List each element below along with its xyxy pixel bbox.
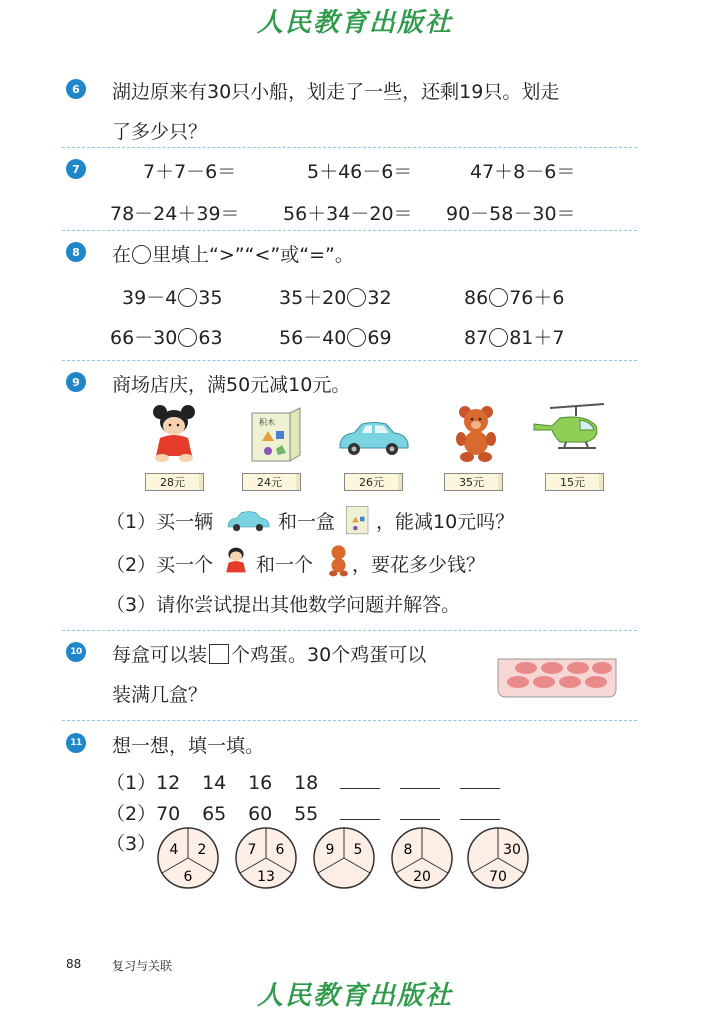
svg-text:4: 4 — [169, 842, 179, 858]
blank-circle — [132, 245, 151, 264]
q7-expr-5: 56＋34－20＝ — [283, 203, 413, 225]
question-number-6: 6 — [66, 79, 86, 99]
q11-sub3-label: （3） — [106, 833, 157, 855]
q8-compare-5: 56－40 69 — [279, 327, 392, 349]
svg-text:6: 6 — [183, 869, 193, 885]
q9-sub2-part-b: 和一个 — [256, 554, 314, 576]
question-number-10: 10 — [66, 642, 86, 662]
q7-expr-4: 78－24＋39＝ — [110, 203, 240, 225]
q11-sequence-1: （1）12 14 16 18 — [106, 768, 520, 795]
building-blocks-box-icon — [345, 503, 375, 535]
q7-expr-6: 90－58－30＝ — [446, 203, 576, 225]
svg-text:13: 13 — [257, 869, 275, 885]
q7-expr-3: 47＋8－6＝ — [470, 161, 576, 183]
q8-compare-6: 87 81＋7 — [464, 327, 565, 349]
number-circle — [156, 826, 220, 890]
q10-text-line2: 装满几盒？ — [112, 684, 208, 706]
q9-sub2-part-c: ，要花多少钱？ — [352, 554, 486, 576]
q7-expr-1: 7＋7－6＝ — [143, 161, 237, 183]
svg-text:6: 6 — [275, 842, 285, 858]
svg-text:积木: 积木 — [259, 418, 275, 427]
number-circle — [466, 826, 530, 890]
q9-sub1-part-c: ，能减10元吗？ — [376, 511, 515, 533]
q9-text: 商场店庆，满50元减10元。 — [112, 374, 351, 396]
svg-text:30: 30 — [503, 842, 521, 858]
svg-text:8: 8 — [403, 842, 413, 858]
number-circle — [234, 826, 298, 890]
divider — [62, 147, 637, 148]
q11-title: 想一想，填一填。 — [112, 735, 265, 757]
q8-compare-2: 35＋20 32 — [279, 287, 392, 309]
building-blocks-box-icon — [250, 407, 302, 463]
q10-text-line1: 每盒可以装 个鸡蛋。30个鸡蛋可以 — [112, 644, 427, 666]
blank-box — [209, 644, 229, 664]
doll-icon — [222, 543, 250, 577]
toy-helicopter-icon — [530, 402, 612, 462]
toy-car-icon — [222, 509, 274, 533]
svg-text:9: 9 — [325, 842, 335, 858]
svg-text:20: 20 — [413, 869, 431, 885]
question-number-11: 11 — [66, 733, 86, 753]
doll-icon — [148, 402, 200, 464]
number-circle — [312, 826, 376, 890]
price-tag-car: 26元 — [344, 473, 399, 491]
svg-text:5: 5 — [353, 842, 363, 858]
q8-instruction: 在 里填上“>”“<”或“=”。 — [112, 244, 354, 266]
publisher-logo: 人民教育出版社 — [256, 981, 453, 1011]
q9-sub1-part-a: （1）买一辆 — [106, 511, 214, 533]
divider — [62, 230, 637, 231]
q7-expr-2: 5＋46－6＝ — [307, 161, 413, 183]
price-tag-doll: 28元 — [145, 473, 200, 491]
q9-sub1-part-b: 和一盒 — [278, 511, 336, 533]
q8-compare-4: 66－30 63 — [110, 327, 223, 349]
q8-compare-1: 39－4 35 — [122, 287, 223, 309]
section-title: 复习与关联 — [112, 959, 173, 973]
q8-compare-3: 86 76＋6 — [464, 287, 565, 309]
divider — [62, 630, 637, 631]
q6-text-line2: 了多少只？ — [112, 121, 208, 143]
price-tag-helicopter: 15元 — [545, 473, 600, 491]
q9-sub2-part-a: （2）买一个 — [106, 554, 214, 576]
svg-text:2: 2 — [197, 842, 207, 858]
question-number-7: 7 — [66, 159, 86, 179]
svg-text:70: 70 — [489, 869, 507, 885]
divider — [62, 360, 637, 361]
teddy-bear-icon — [326, 543, 351, 577]
svg-text:7: 7 — [247, 842, 257, 858]
q11-sequence-2: （2）70 65 60 55 — [106, 799, 520, 826]
question-number-8: 8 — [66, 242, 86, 262]
question-number-9: 9 — [66, 372, 86, 392]
page-number: 88 — [66, 957, 82, 971]
toy-car-icon — [334, 418, 412, 458]
teddy-bear-icon — [455, 405, 497, 463]
q9-sub3: （3）请你尝试提出其他数学问题并解答。 — [106, 594, 461, 616]
number-circle — [390, 826, 454, 890]
price-tag-bear: 35元 — [444, 473, 499, 491]
q6-text-line1: 湖边原来有30只小船，划走了一些，还剩19只。划走 — [112, 81, 560, 103]
price-tag-blocks: 24元 — [242, 473, 297, 491]
divider — [62, 720, 637, 721]
publisher-logo: 人民教育出版社 — [256, 8, 453, 38]
egg-carton-icon — [496, 651, 618, 699]
